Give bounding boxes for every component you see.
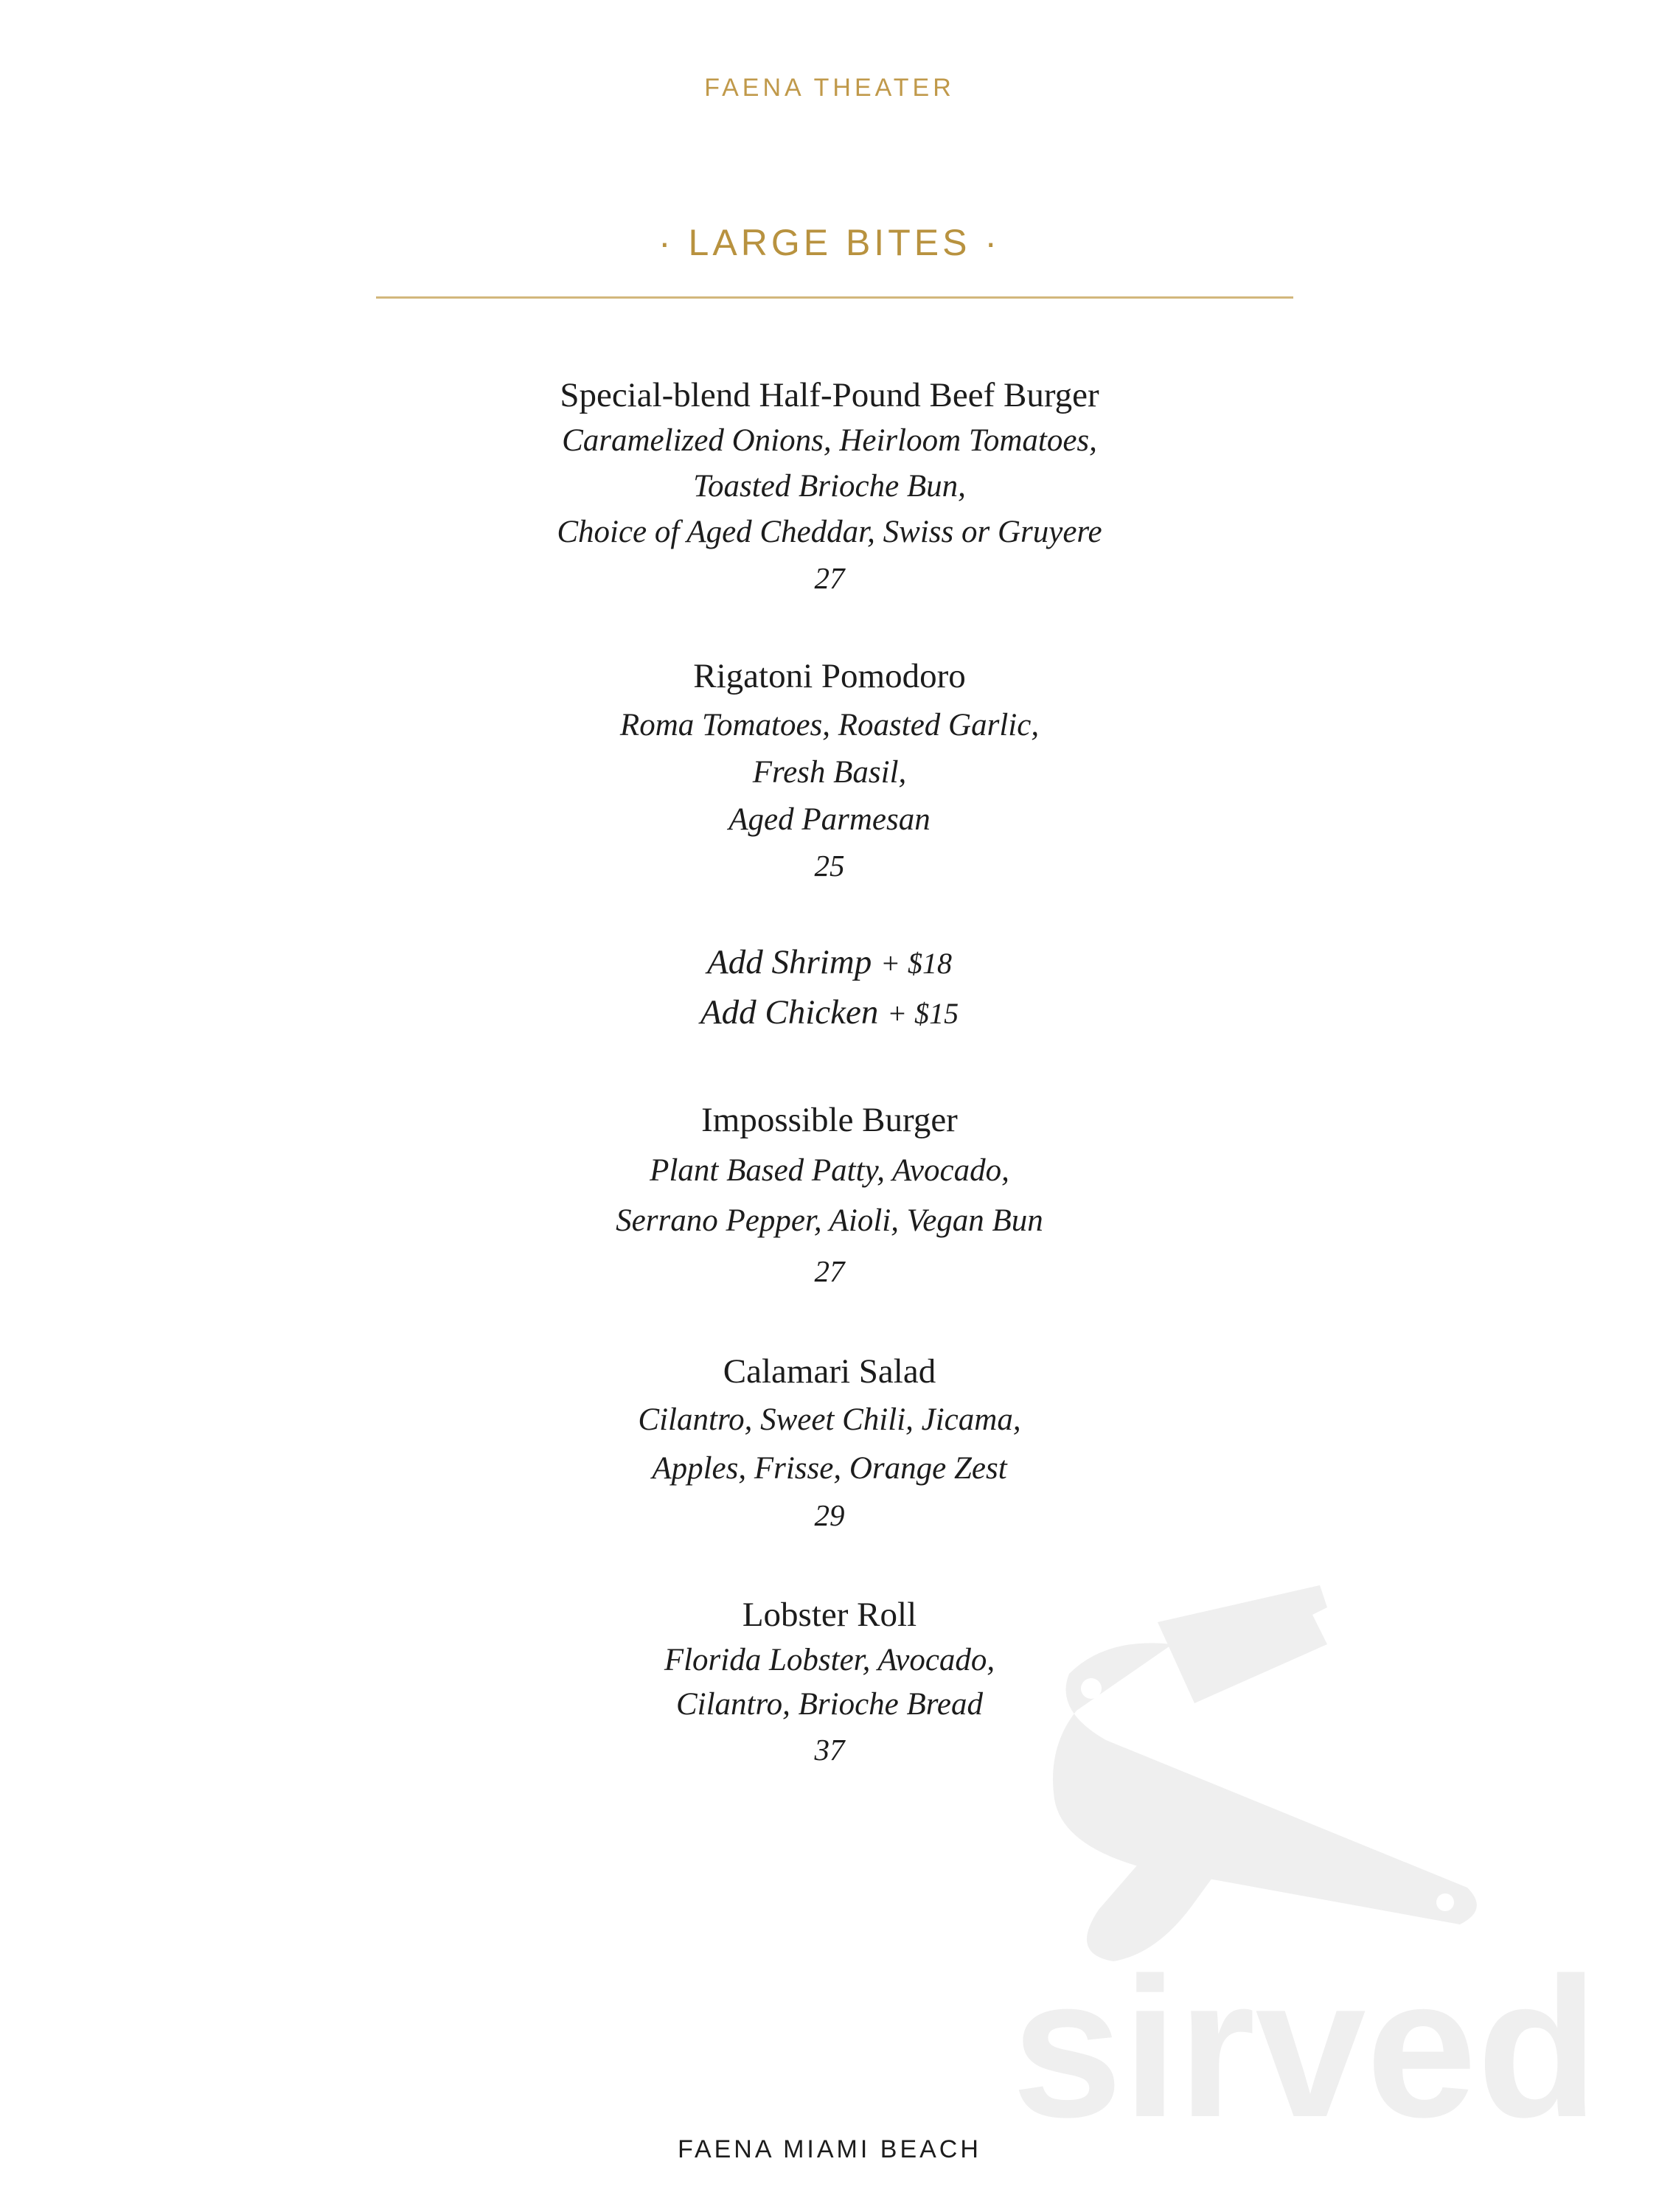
- item-price: 27: [814, 561, 845, 595]
- venue-name: FAENA THEATER: [704, 74, 955, 102]
- item-price: 27: [814, 1254, 845, 1288]
- item-description-line: Fresh Basil,: [752, 755, 907, 790]
- item-name: Rigatoni Pomodoro: [693, 657, 966, 695]
- item-price: 25: [814, 849, 845, 883]
- addon-label: Add Chicken: [700, 993, 879, 1032]
- item-price: 29: [814, 1498, 845, 1532]
- item-name: Special-blend Half-Pound Beef Burger: [560, 376, 1099, 414]
- item-description-line: Plant Based Patty, Avocado,: [650, 1153, 1009, 1188]
- item-name: Lobster Roll: [742, 1596, 917, 1634]
- item-description-line: Roma Tomatoes, Roasted Garlic,: [619, 708, 1040, 742]
- menu-item-calamari-salad: [0, 1347, 1659, 1537]
- section-divider: [376, 296, 1293, 299]
- item-name: Calamari Salad: [723, 1352, 936, 1391]
- sirved-watermark: [973, 1578, 1637, 2138]
- menu-item-impossible-burger: [0, 1094, 1659, 1296]
- item-description-line: Caramelized Onions, Heirloom Tomatoes,: [562, 423, 1097, 458]
- item-description-line: Aged Parmesan: [728, 802, 931, 837]
- menu-item-rigatoni: [0, 650, 1659, 888]
- item-description-line: Toasted Brioche Bun,: [693, 469, 966, 504]
- fork-spoon-icon: [1053, 1585, 1477, 1961]
- add-ons: [0, 938, 1659, 1038]
- addon-shrimp: [0, 938, 1659, 988]
- item-name: Impossible Burger: [701, 1101, 958, 1139]
- addon-chicken: [0, 988, 1659, 1038]
- menu-item-beef-burger: [0, 372, 1659, 601]
- item-description-line: Apples, Frisse, Orange Zest: [652, 1451, 1007, 1486]
- addon-price: + $15: [887, 997, 959, 1030]
- item-description-line: Florida Lobster, Avocado,: [664, 1643, 995, 1677]
- item-description-line: Serrano Pepper, Aioli, Vegan Bun: [616, 1203, 1043, 1238]
- item-price: 37: [814, 1733, 845, 1767]
- watermark-text: sirved: [1012, 1937, 1599, 2138]
- addon-price: + $18: [880, 947, 952, 980]
- addon-label: Add Shrimp: [707, 943, 872, 981]
- footer-text: FAENA MIAMI BEACH: [678, 2135, 981, 2163]
- item-description-line: Choice of Aged Cheddar, Swiss or Gruyere: [557, 515, 1102, 549]
- item-description-line: Cilantro, Brioche Bread: [675, 1687, 984, 1722]
- item-description-line: Cilantro, Sweet Chili, Jicama,: [638, 1402, 1021, 1437]
- section-title: · LARGE BITES ·: [658, 222, 1001, 263]
